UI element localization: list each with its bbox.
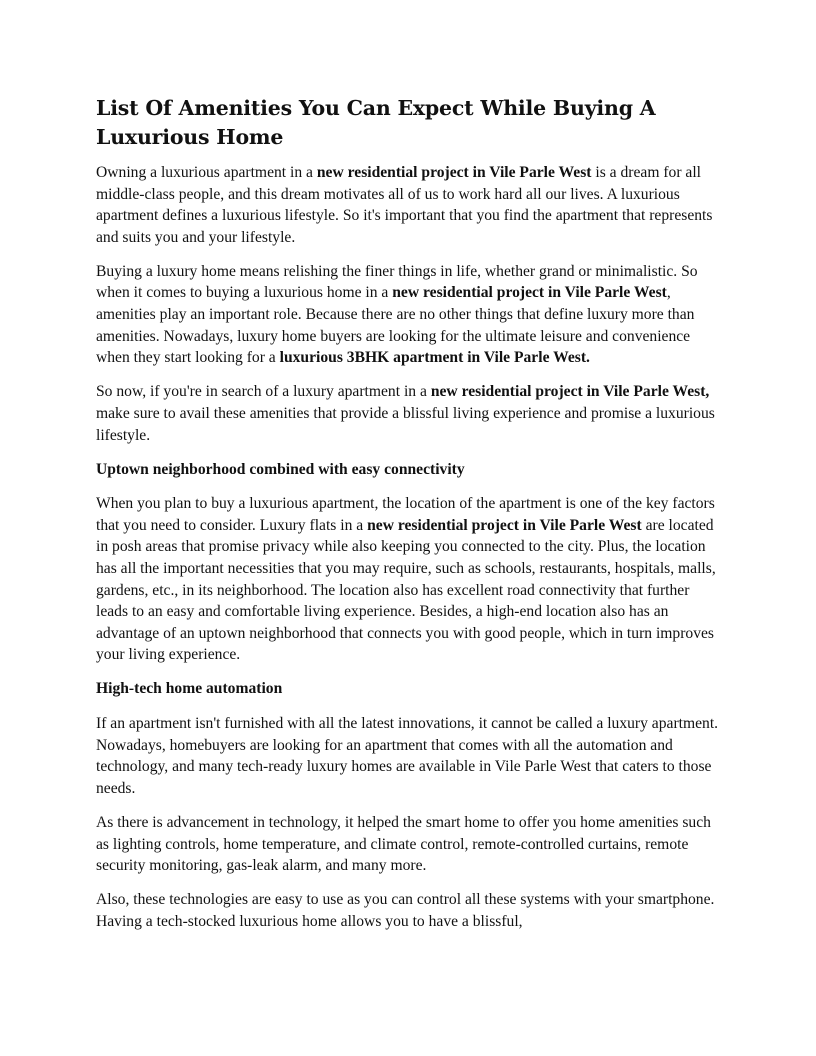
bold-keyword: new residential project in Vile Parle West <box>367 516 642 534</box>
paragraph-luxury-home <box>96 261 724 369</box>
document-title: List Of Amenities You Can Expect While Buying A Luxurious Home <box>96 96 656 149</box>
paragraph-advancement: As there is advancement in technology, it helped the smart home to offer you home amenities such as lighting controls, home temperature, and climate control, remote-controlled curtains, remote security monitoring, gas-leak alarm, and many more. <box>96 813 711 875</box>
paragraph-innovations: If an apartment isn't furnished with all the latest innovations, it cannot be called a luxury apartment. Nowadays, homebuyers are looking for an apartment that comes with all the automation and technology, and many tech-ready luxury homes are available in Vile Parle West that caters to those needs. <box>96 715 719 797</box>
text-run: , amenities play an important role. Because there are no other things that define luxury more than amenities. Nowadays, luxury home buyers are looking for the ultimate leisure and convenience when they start looking for a <box>96 284 695 367</box>
subheading-automation: High-tech home automation <box>96 680 283 698</box>
bold-keyword: new residential project in Vile Parle West <box>392 284 667 302</box>
paragraph-smartphone: Also, these technologies are easy to use as you can control all these systems with your smartphone. Having a tech-stocked luxurious home allows you to have a blissful, <box>96 891 715 930</box>
text-run: are located in posh areas that promise privacy while also keeping you connected to the city. Plus, the location has all the important necessities that you may require, such as schools, restaurants, hospitals, malls, gardens, etc., in its neighborhood. The location also has excellent road connectivity that further leads to an easy and comfortable living experience. Besides, a high-end location also has an advantage of an uptown neighborhood that connects you with good people, which in turn improves your living experience. <box>96 516 716 664</box>
text-run: make sure to avail these amenities that provide a blissful living experience and promise a luxurious lifestyle. <box>96 404 715 444</box>
paragraph-search <box>96 381 724 446</box>
bold-keyword: luxurious 3BHK apartment in Vile Parle West. <box>279 349 590 367</box>
subheading-uptown: Uptown neighborhood combined with easy connectivity <box>96 460 465 478</box>
text-run: Buying a luxury home means relishing the finer things in life, whether grand or minimalistic. So when it comes to buying a luxurious home in a <box>96 262 698 302</box>
paragraph-location <box>96 493 724 666</box>
text-run: is a dream for all middle-class people, and this dream motivates all of us to work hard all our lives. A luxurious apartment defines a luxurious lifestyle. So it's important that you find the apartment that represents and suits you and your lifestyle. <box>96 164 713 246</box>
paragraph-intro <box>96 162 724 248</box>
text-run: Owning a luxurious apartment in a <box>96 164 317 181</box>
bold-keyword: new residential project in Vile Parle West, <box>430 383 710 401</box>
document-page <box>96 94 724 945</box>
text-run: So now, if you're in search of a luxury apartment in a <box>96 383 431 401</box>
text-run: When you plan to buy a luxurious apartment, the location of the apartment is one of the key factors that you need to consider. Luxury flats in a <box>96 495 715 534</box>
bold-keyword: new residential project in Vile Parle West <box>316 164 592 181</box>
